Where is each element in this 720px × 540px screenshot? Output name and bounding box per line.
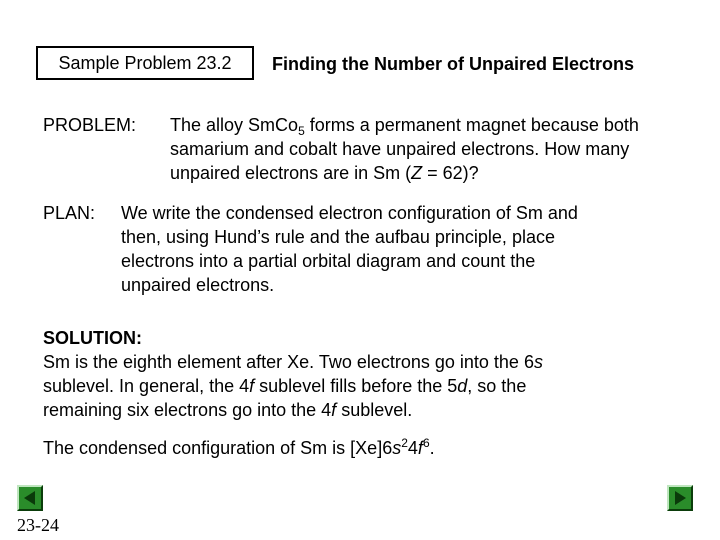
previous-slide-button[interactable] [17,485,43,511]
condensed-configuration: The condensed configuration of Sm is $[Xe]6s^24f^6$. [43,436,435,458]
problem-line-1: The alloy SmCo$_5$ forms a permanent magnet because both [170,115,639,138]
slide-number: 23-24 [17,515,59,535]
plan-line: electrons into a partial orbital diagram and count the [121,251,536,271]
solution-heading: SOLUTION: [43,328,142,348]
plan-line: We write the condensed electron configuration of Sm and [121,203,578,223]
solution-line-2: sublevel. In general, the 4f sublevel fills before the 5d, so the [43,376,527,396]
problem-label: PROBLEM: [43,115,137,135]
problem-line-2: samarium and cobalt have unpaired electrons. How many [170,139,630,159]
plan-label: PLAN: [43,203,96,223]
triangle-left-icon [19,487,41,509]
plan-line: unpaired electrons. [121,275,275,295]
solution-text [43,350,683,422]
triangle-right-icon [669,487,691,509]
plan-text [121,201,701,297]
solution-line-3: remaining six electrons go into the 4f sublevel. [43,400,413,420]
problem-text [170,113,700,185]
problem-line-3: unpaired electrons are in Sm (Z = 62)? [170,163,479,183]
solution-line-1: Sm is the eighth element after Xe. Two electrons go into the 6s [43,352,543,372]
plan-line: then, using Hund’s rule and the aufbau principle, place [121,227,555,247]
next-slide-button[interactable] [667,485,693,511]
sample-problem-label: Sample Problem 23.2 [36,46,254,80]
slide-title: Finding the Number of Unpaired Electrons [272,54,635,74]
